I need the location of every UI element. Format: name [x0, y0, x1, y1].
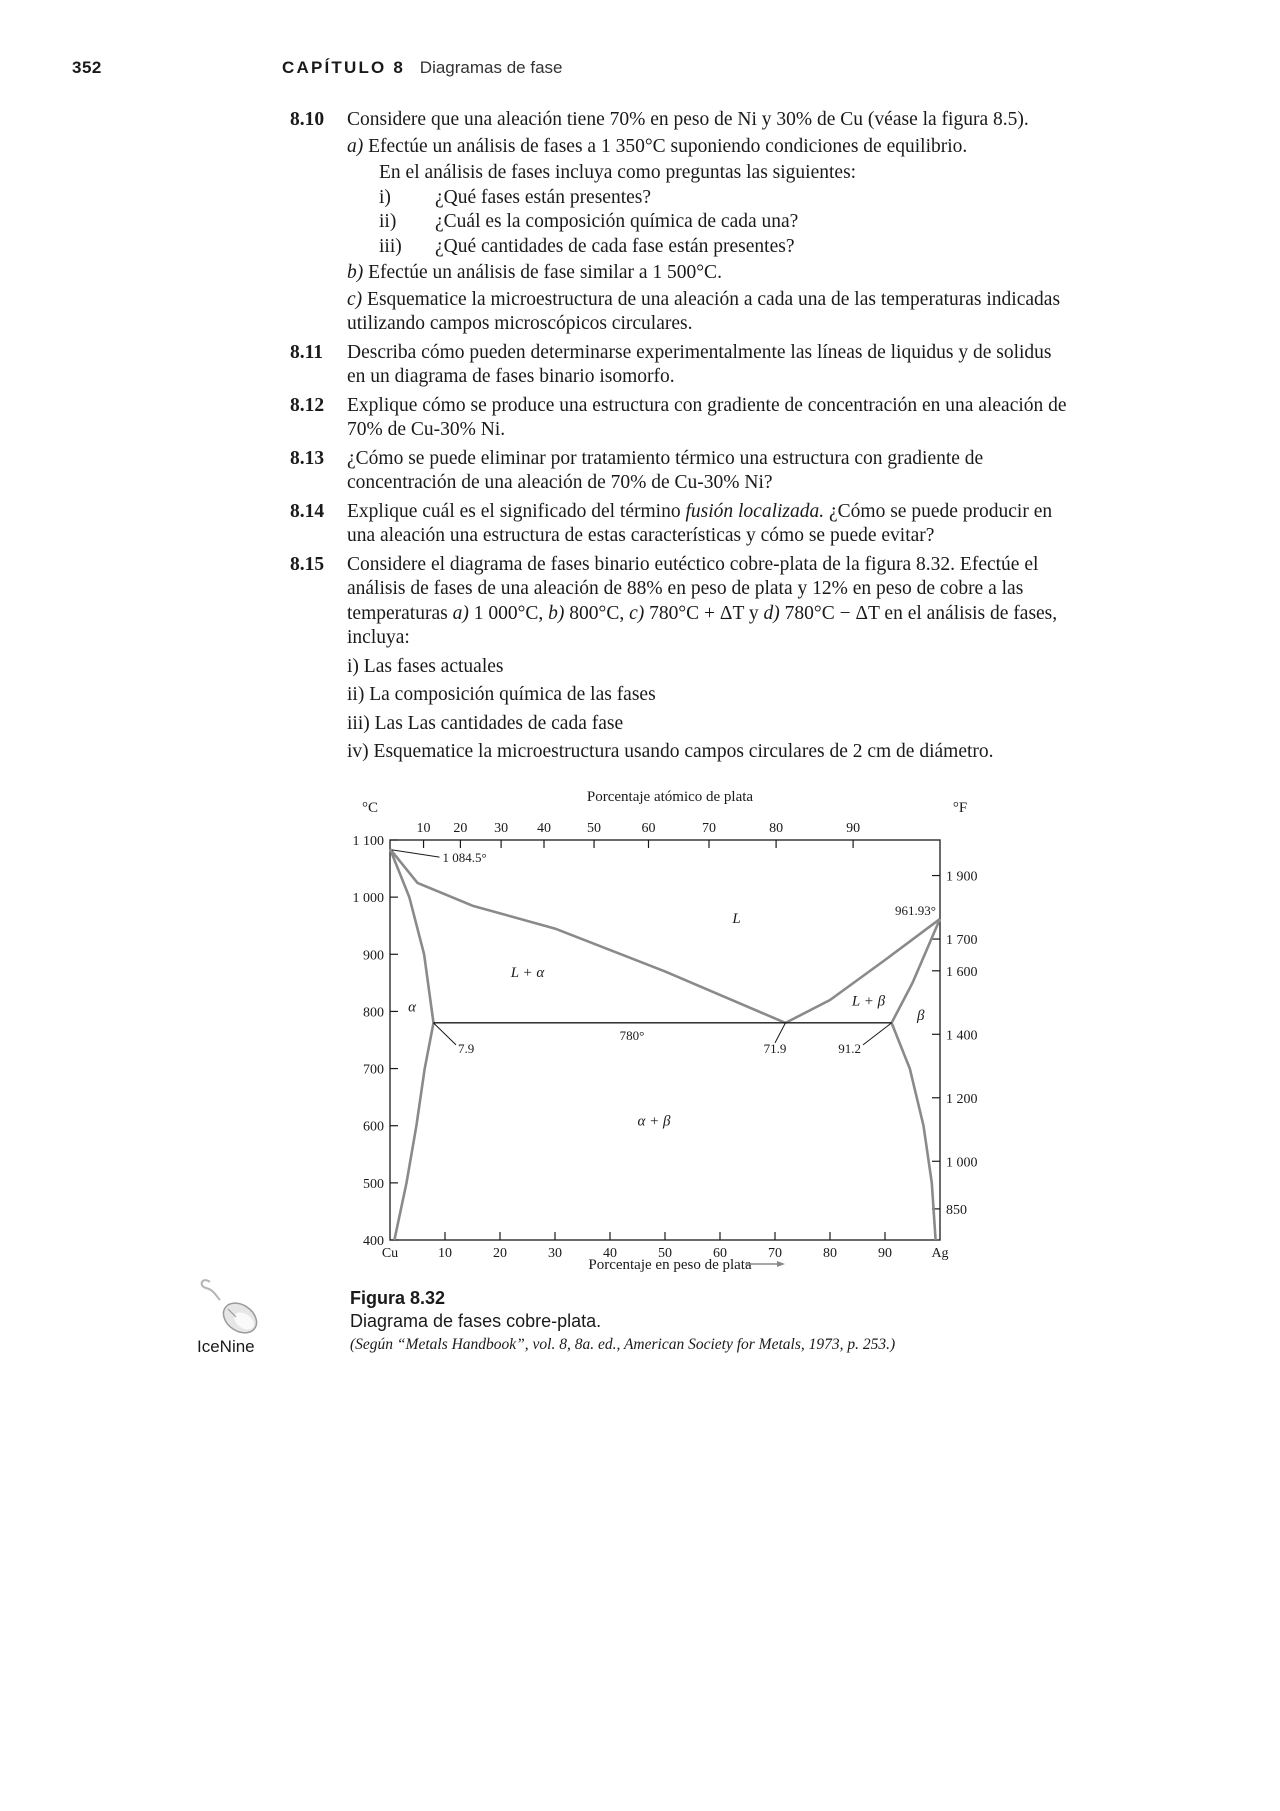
temp-label: c) — [629, 602, 645, 624]
question-item — [347, 235, 1070, 260]
celsius-tick-label: 400 — [363, 1234, 384, 1249]
chapter-label: CAPÍTULO 8 — [282, 58, 406, 77]
item-number: iii) — [347, 712, 370, 734]
problem-number: 8.14 — [290, 500, 325, 522]
region-liquid-alpha-label: L + α — [510, 965, 545, 982]
item-number: i) — [379, 186, 391, 208]
problem-8-15 — [290, 553, 1070, 765]
problem-number: 8.12 — [290, 394, 325, 416]
fahrenheit-tick-label: 1 000 — [946, 1155, 978, 1171]
problem-8-13 — [290, 447, 1070, 496]
temp-label: d) — [763, 602, 780, 624]
top-axis-label: Porcentaje atómico de plata — [586, 789, 754, 805]
weight-percent-tick-label: 90 — [878, 1246, 892, 1261]
problem-text: Explique cómo se produce una estructura con gradiente de concentración en una aleación de 70% de Cu-30% Ni. — [347, 394, 1067, 440]
weight-percent-tick-label: 70 — [768, 1246, 782, 1261]
liquidus-line-left — [390, 849, 786, 1023]
fahrenheit-tick-label: 1 700 — [946, 933, 978, 949]
problem-8-11 — [290, 341, 1070, 390]
weight-percent-tick-label: Ag — [931, 1246, 949, 1261]
eutectic-composition-label: 71.9 — [763, 1040, 787, 1056]
atomic-percent-tick-label: 80 — [769, 821, 784, 836]
solvus-line-left — [394, 1023, 433, 1240]
atomic-percent-tick-label: 60 — [641, 821, 656, 836]
left-unit-label: °C — [361, 800, 379, 816]
celsius-tick-label: 1 000 — [352, 891, 384, 907]
weight-percent-tick-label: 20 — [493, 1246, 507, 1261]
subpart-c — [347, 288, 1070, 337]
celsius-tick-label: 700 — [363, 1062, 384, 1078]
cu-melting-point-label: 1 084.5° — [442, 850, 487, 866]
subpart-text-continued: En el análisis de fases incluya como preguntas las siguientes: — [379, 162, 857, 183]
temp-label: a) — [452, 602, 469, 624]
subpart-b — [347, 261, 1070, 286]
temp-value: 800°C, — [569, 602, 625, 624]
weight-percent-tick-label: Cu — [381, 1246, 399, 1261]
region-alpha-beta-label: α + β — [637, 1113, 671, 1130]
weight-percent-tick-label: 80 — [823, 1246, 837, 1261]
atomic-percent-tick-label: 10 — [416, 821, 431, 836]
phase-diagram-figure — [330, 780, 1000, 1280]
fahrenheit-tick-label: 1 200 — [946, 1091, 978, 1107]
fahrenheit-tick-label: 1 400 — [946, 1028, 978, 1044]
celsius-tick-label: 600 — [363, 1119, 384, 1135]
fahrenheit-tick-label: 1 900 — [946, 869, 978, 885]
problem-text: Considere que una aleación tiene 70% en peso de Ni y 30% de Cu (véase la figura 8.5). — [347, 109, 1029, 130]
running-header — [282, 58, 562, 78]
leader-line — [433, 1023, 456, 1045]
atomic-percent-tick-label: 40 — [537, 821, 551, 836]
item-number: i) — [347, 655, 359, 677]
atomic-percent-tick-label: 50 — [587, 821, 602, 836]
celsius-tick-label: 800 — [363, 1005, 384, 1021]
weight-percent-tick-label: 50 — [658, 1246, 672, 1261]
subpart-text: Efectúe un análisis de fase similar a 1 500°C. — [368, 262, 722, 283]
item-text: Esquematice la microestructura usando campos circulares de 2 cm de diámetro. — [373, 741, 994, 762]
question-item — [347, 712, 1070, 737]
atomic-percent-tick-label: 90 — [846, 821, 861, 836]
weight-percent-tick-label: 10 — [438, 1246, 452, 1261]
leader-line — [863, 1023, 892, 1045]
question-item — [347, 655, 1070, 680]
item-text: ¿Qué cantidades de cada fase están presentes? — [435, 235, 795, 257]
problem-number: 8.13 — [290, 447, 325, 469]
ag-melting-point-label: 961.93° — [895, 902, 936, 918]
leader-line — [775, 1023, 785, 1043]
weight-percent-tick-label: 30 — [548, 1246, 562, 1261]
temp-value: 1 000°C, — [473, 602, 544, 624]
axis-arrow-head — [777, 1261, 785, 1267]
celsius-tick-label: 900 — [363, 948, 384, 964]
region-liquid-label: L — [732, 910, 741, 927]
region-beta-label: β — [917, 1008, 925, 1024]
figure-source: (Según “Metals Handbook”, vol. 8, 8a. ed., American Society for Metals, 1973, p. 253.) — [350, 1336, 896, 1353]
item-text: ¿Cuál es la composición química de cada una? — [435, 211, 799, 232]
item-number: ii) — [347, 684, 365, 705]
temp-label: b) — [548, 602, 565, 624]
item-text: Las Las cantidades de cada fase — [374, 712, 624, 734]
subpart-text: Efectúe un análisis de fases a 1 350°C suponiendo condiciones de equilibrio. — [368, 135, 968, 157]
alpha-composition-label: 7.9 — [458, 1040, 475, 1056]
problem-text-continued: ¿Cómo se puede producir en una aleación una estructura de estas características y cómo se puede evitar? — [347, 500, 1053, 546]
problem-list — [290, 108, 1070, 769]
item-number: iii) — [379, 235, 402, 257]
problem-8-10 — [290, 108, 1070, 337]
temp-value: 780°C − ΔT en el análisis de fases, incluya: — [347, 602, 1058, 648]
problem-text: Considere el diagrama de fases binario eutéctico cobre-plata de la figura 8.32. — [347, 553, 956, 575]
temp-value: 780°C + ΔT y — [649, 602, 759, 624]
atomic-percent-tick-label: 20 — [453, 821, 468, 836]
problem-number: 8.10 — [290, 109, 325, 130]
subpart-label: b) — [347, 262, 364, 283]
leader-line — [392, 850, 440, 857]
problem-text: ¿Cómo se puede eliminar por tratamiento térmico una estructura con gradiente de concentración de una aleación de 70% de Cu-30% Ni? — [347, 447, 984, 493]
weight-percent-tick-label: 60 — [713, 1246, 727, 1261]
region-liquid-beta-label: L + β — [851, 993, 886, 1010]
item-text: ¿Qué fases están presentes? — [435, 186, 652, 208]
beta-composition-label: 91.2 — [838, 1040, 861, 1056]
question-item — [347, 740, 1070, 765]
region-alpha-label: α — [408, 999, 416, 1016]
problem-number: 8.15 — [290, 553, 325, 575]
fahrenheit-tick-label: 850 — [946, 1202, 967, 1218]
bottom-axis-label: Porcentaje en peso de plata — [588, 1257, 752, 1273]
problem-text-continued: Efectúe el análisis de fases de una aleación de 88% en peso de plata y 12% en peso de cobre a las temperaturas — [347, 553, 1039, 624]
subpart-a — [347, 135, 1070, 160]
publisher-logo-text: IceNine — [197, 1337, 255, 1356]
item-text: Las fases actuales — [363, 655, 504, 677]
problem-text: Explique cuál es el significado del término — [347, 500, 681, 522]
fahrenheit-tick-label: 1 600 — [946, 964, 978, 980]
question-item — [347, 186, 1070, 211]
atomic-percent-tick-label: 70 — [702, 821, 716, 836]
phase-diagram-chart — [330, 780, 1000, 1280]
problem-term: fusión localizada. — [685, 500, 825, 522]
weight-percent-tick-label: 40 — [603, 1246, 617, 1261]
subpart-text: Esquematice la microestructura de una aleación a cada una de las temperaturas indicadas utilizando campos microscópicos circulares. — [347, 288, 1061, 334]
item-number: ii) — [379, 211, 397, 232]
celsius-tick-label: 1 100 — [352, 834, 384, 849]
solvus-line-right — [892, 1023, 936, 1240]
figure-description: Diagrama de fases cobre-plata. — [350, 1311, 602, 1331]
atomic-percent-tick-label: 30 — [494, 821, 509, 836]
figure-label: Figura 8.32 — [350, 1288, 446, 1308]
problem-text: Describa cómo pueden determinarse experimentalmente las líneas de liquidus y de solidus en un diagrama de fases binario isomorfo. — [347, 341, 1052, 387]
item-number: iv) — [347, 741, 369, 762]
question-item — [347, 210, 1070, 235]
right-unit-label: °F — [952, 800, 968, 816]
problem-number: 8.11 — [290, 341, 324, 363]
subpart-label: a) — [347, 135, 364, 157]
page-number: 352 — [72, 58, 102, 77]
celsius-tick-label: 500 — [363, 1176, 384, 1192]
item-text: La composición química de las fases — [369, 684, 656, 705]
chapter-title: Diagramas de fase — [419, 58, 563, 77]
figure-caption — [350, 1288, 1050, 1354]
problem-8-14 — [290, 500, 1070, 549]
subpart-label: c) — [347, 288, 363, 310]
question-item — [347, 683, 1070, 708]
eutectic-temperature-label: 780° — [619, 1027, 645, 1043]
problem-8-12 — [290, 394, 1070, 443]
